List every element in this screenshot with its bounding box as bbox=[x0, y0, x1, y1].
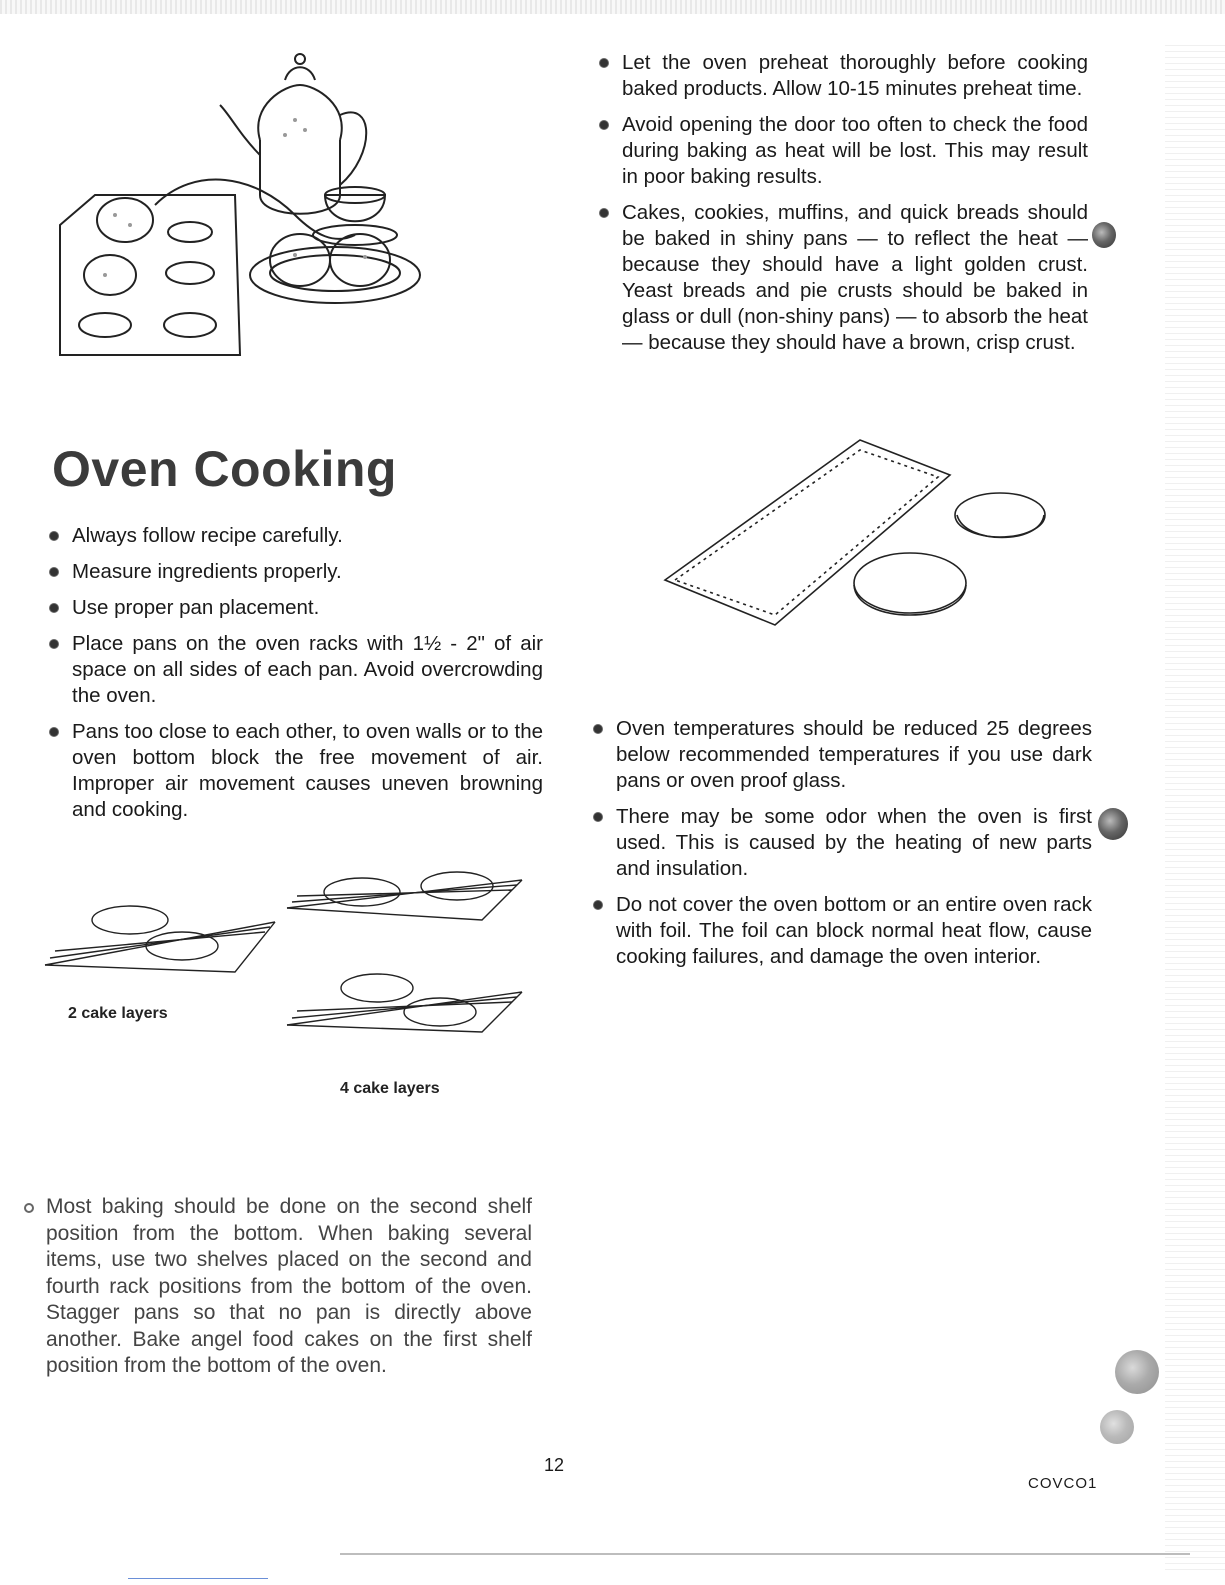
baking-pans-illustration bbox=[660, 435, 1060, 635]
bottom-left-bullet-list bbox=[22, 1194, 532, 1390]
page-number: 12 bbox=[544, 1455, 565, 1475]
bullet-icon bbox=[594, 813, 602, 821]
bullet-icon bbox=[600, 121, 608, 129]
list-item: Avoid opening the door too often to check the food during baking as heat will be lost. This may result in poor baking results. bbox=[598, 112, 1088, 190]
list-item: Let the oven preheat thoroughly before cooking baked products. Allow 10-15 minutes preheat time. bbox=[598, 50, 1088, 102]
bullet-icon bbox=[50, 728, 58, 736]
bullet-icon bbox=[50, 640, 58, 648]
scan-top-edge bbox=[0, 0, 1225, 14]
list-item: Always follow recipe carefully. bbox=[48, 523, 543, 549]
four-cake-layers-rack-illustration bbox=[282, 860, 532, 1040]
scan-hole-mark bbox=[1098, 808, 1128, 840]
bullet-icon bbox=[50, 532, 58, 540]
scan-bottom-rule bbox=[340, 1553, 1190, 1555]
scan-bottom-mark bbox=[128, 1578, 268, 1579]
page-title: Oven Cooking bbox=[52, 441, 397, 497]
caption-four-layers: 4 cake layers bbox=[340, 1080, 440, 1097]
list-item: Measure ingredients properly. bbox=[48, 559, 543, 585]
document-code: COVCO1 bbox=[1028, 1475, 1098, 1492]
bullet-icon bbox=[24, 1203, 34, 1213]
two-cake-layers-rack-illustration bbox=[40, 900, 280, 980]
right-bullet-list-bottom bbox=[592, 716, 1092, 980]
bullet-icon bbox=[594, 725, 602, 733]
bullet-icon bbox=[50, 568, 58, 576]
scan-hole-mark bbox=[1100, 1410, 1134, 1444]
scan-hole-mark bbox=[1092, 222, 1116, 248]
list-item: Do not cover the oven bottom or an entire oven rack with foil. The foil can block normal heat flow, cause cooking failures, and damage the oven interior. bbox=[592, 892, 1092, 970]
list-item: Use proper pan placement. bbox=[48, 595, 543, 621]
list-item: There may be some odor when the oven is first used. This is caused by the heating of new parts and insulation. bbox=[592, 804, 1092, 882]
caption-two-layers: 2 cake layers bbox=[68, 1005, 168, 1022]
scan-hole-mark bbox=[1115, 1350, 1159, 1394]
right-bullet-list-top bbox=[598, 50, 1088, 366]
list-item: Pans too close to each other, to oven walls or to the oven bottom block the free movement of air. Improper air movement causes uneven browning and cooking. bbox=[48, 719, 543, 823]
bullet-icon bbox=[600, 59, 608, 67]
bullet-icon bbox=[50, 604, 58, 612]
coffee-muffin-illustration bbox=[55, 45, 435, 365]
list-item: Most baking should be done on the second shelf position from the bottom. When baking several items, use two shelves placed on the second and fourth rack positions from the bottom of the oven. Stagger pans so that no pan is directly above another. Bake angel food cakes on the first shelf position from the bottom of the oven. bbox=[22, 1194, 532, 1380]
list-item: Place pans on the oven racks with 1½ - 2" of air space on all sides of each pan. Avoid overcrowding the oven. bbox=[48, 631, 543, 709]
left-bullet-list bbox=[48, 523, 543, 833]
list-item: Cakes, cookies, muffins, and quick breads should be baked in shiny pans — to reflect the heat — because they should have a light golden crust. Yeast breads and pie crusts should be baked in glass or dull (non-shiny pans) — to absorb the heat — because they should have a brown, crisp crust. bbox=[598, 200, 1088, 356]
bullet-icon bbox=[600, 209, 608, 217]
scan-right-edge bbox=[1165, 40, 1225, 1570]
list-item: Oven temperatures should be reduced 25 degrees below recommended temperatures if you use dark pans or oven proof glass. bbox=[592, 716, 1092, 794]
bullet-icon bbox=[594, 901, 602, 909]
